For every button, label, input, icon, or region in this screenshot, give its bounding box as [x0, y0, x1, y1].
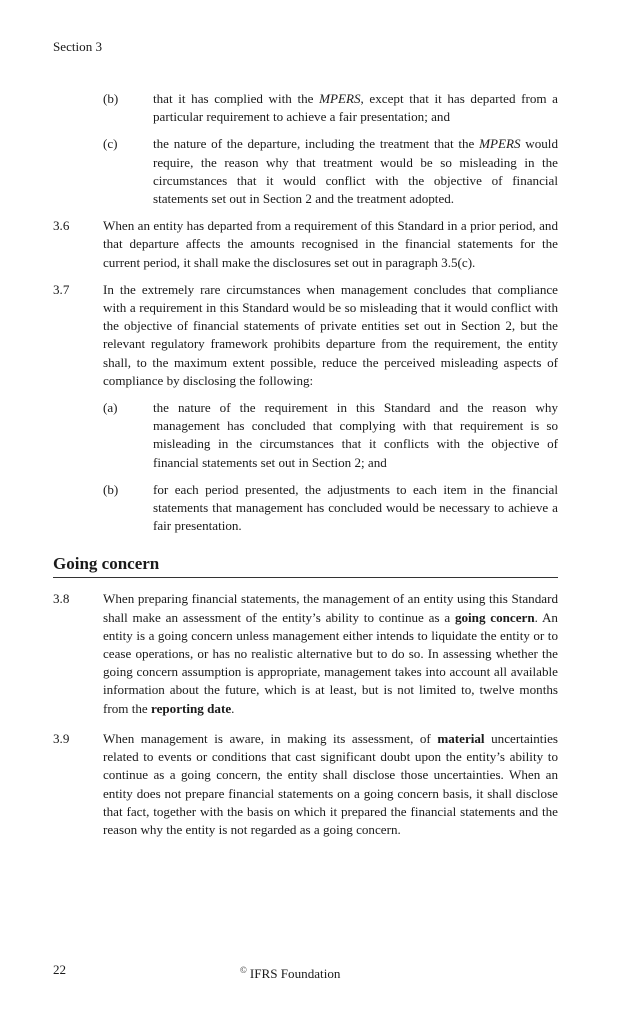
subparagraph-3-5-b	[103, 90, 558, 126]
subparagraph-label: (b)	[103, 481, 119, 497]
page-content	[53, 90, 558, 848]
italic-term: MPERS	[479, 136, 521, 152]
paragraph-3-6	[53, 217, 558, 272]
text-run: would require, the reason why that treatment would be so misleading in the circumstances that it would conflict with the objective of financial statements set out in Section 2 and the treatment adopted.	[153, 136, 558, 207]
defined-term: reporting date	[151, 700, 232, 716]
text-run: uncertainties related to events or conditions that cast significant doubt upon the entity’s ability to continue as a going concern, the entity shall disclose those uncertainties. When an entity does not prepare financial statements on a going concern basis, it shall disclose that fact, together with the basis on which it prepared the financial statements and the reason why the entity is not regarded as a going concern.	[103, 730, 558, 837]
section-header: Section 3	[53, 39, 103, 54]
copyright-symbol: ©	[240, 965, 247, 975]
paragraph-number: 3.9	[53, 730, 70, 746]
paragraph-number: 3.7	[53, 281, 70, 297]
organization-name: IFRS Foundation	[249, 966, 341, 981]
subparagraph-3-7-b	[103, 481, 558, 536]
text-run: .	[231, 700, 235, 716]
text-run: the nature of the departure, including the treatment that the	[153, 136, 480, 152]
page-number: 22	[53, 962, 67, 977]
paragraph-text	[103, 590, 558, 717]
subparagraph-text: for each period presented, the adjustments to each item in the financial statements that management has concluded would be necessary to achieve a fair presentation.	[153, 481, 558, 534]
paragraph-text: When an entity has departed from a requirement of this Standard in a prior period, and that departure affects the amounts recognised in the financial statements for the current period, it shall make the disclosures set out in paragraph 3.5(c).	[103, 218, 558, 270]
paragraph-text	[103, 730, 558, 839]
subparagraph-label: (b)	[103, 91, 119, 106]
defined-term: material	[437, 730, 485, 746]
text-run: that it has complied with the	[153, 91, 320, 106]
copyright-notice	[240, 961, 340, 983]
subparagraph-text	[153, 90, 558, 126]
subparagraph-text	[153, 135, 558, 208]
subparagraph-3-5-c	[103, 135, 558, 208]
paragraph-3-8	[53, 590, 558, 717]
section-heading: Going concern	[53, 553, 558, 578]
subparagraph-label: (a)	[103, 400, 118, 416]
paragraph-number: 3.6	[53, 218, 70, 234]
text-run: When preparing financial statements, the management of an entity using this Standard shall make an assessment of the entity’s ability to continue as a	[103, 591, 558, 625]
defined-term: going concern	[454, 609, 535, 625]
paragraph-number: 3.8	[53, 591, 70, 607]
text-run: . An entity is a going concern unless management either intends to liquidate the entity or to cease operations, or has no realistic alternative but to do so. In assessing whether the going concern assumption is appropriate, management takes into account all available information about the future, which is at least, but is not limited to, twelve months from the	[103, 609, 558, 716]
paragraph-3-5-continuation	[103, 90, 558, 208]
subparagraph-text: the nature of the requirement in this Standard and the reason why management has concluded that complying with that requirement is so misleading in the circumstances that it conflicts with the objective of financial statements set out in Section 2; and	[153, 400, 558, 470]
paragraph-3-7	[53, 281, 558, 536]
paragraph-text: In the extremely rare circumstances when management concludes that compliance with a requirement in this Standard would be so misleading that it would conflict with the objective of financial statements of private entities set out in Section 2, but the relevant regulatory framework prohibits departure from the requirement, the entity shall, to the maximum extent possible, reduce the perceived misleading aspects of compliance by disclosing the following:	[103, 281, 558, 388]
text-run: When management is aware, in making its assessment, of	[103, 730, 438, 746]
paragraph-3-9	[53, 730, 558, 839]
italic-term: MPERS	[319, 91, 361, 106]
text-run: , except that it has departed from a particular requirement to achieve a fair presentation; and	[153, 91, 558, 125]
subparagraph-label: (c)	[103, 136, 118, 152]
subparagraph-3-7-a	[103, 399, 558, 472]
paragraph-body	[103, 281, 558, 536]
